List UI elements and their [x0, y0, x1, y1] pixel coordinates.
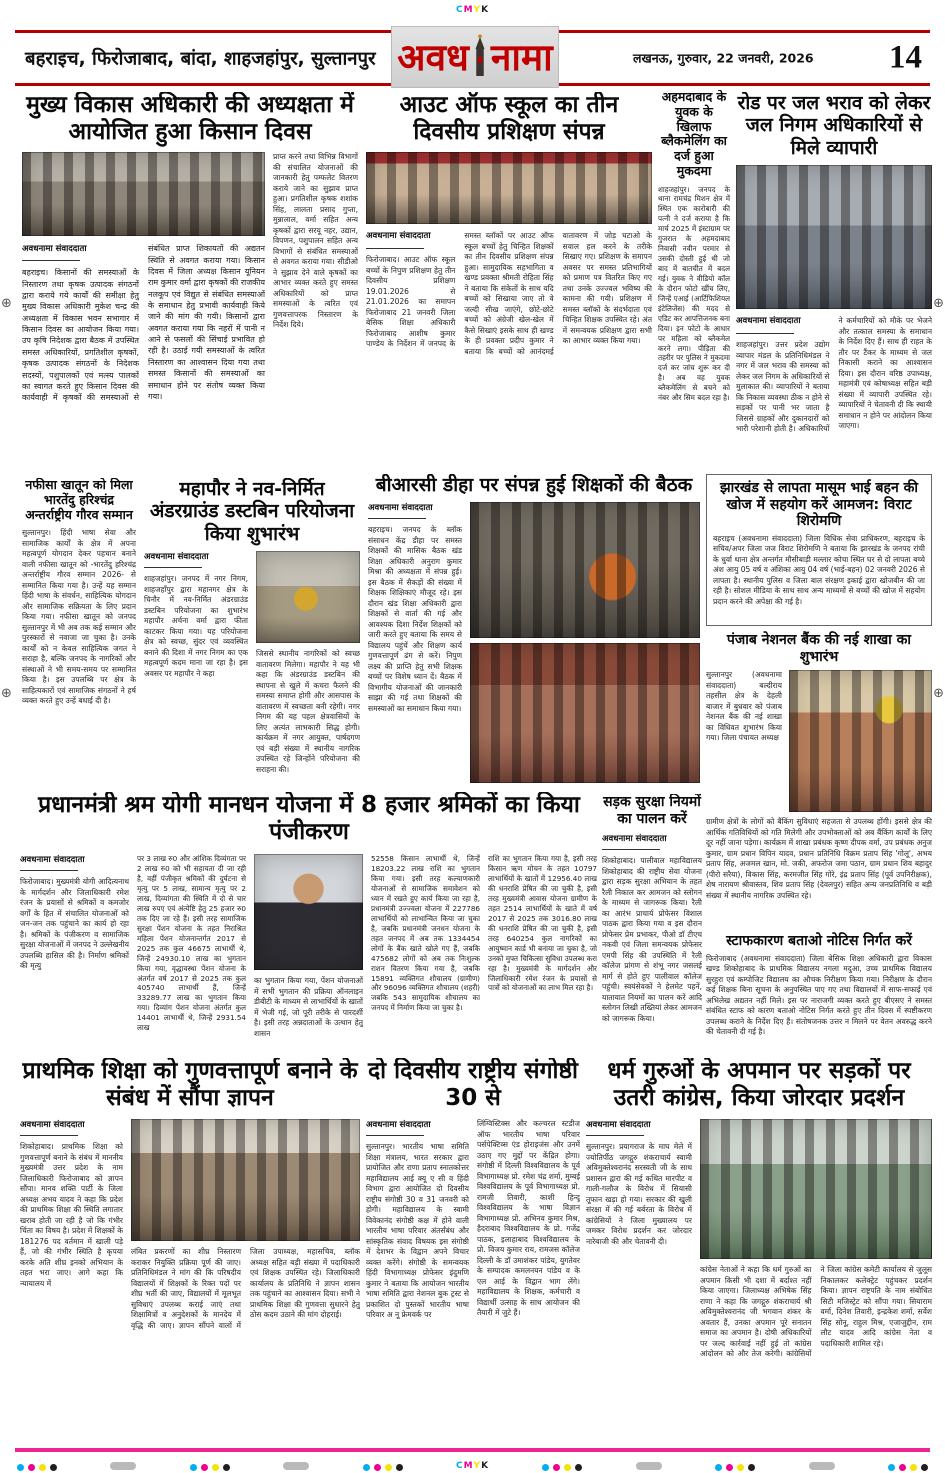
registration-strip [15, 1456, 930, 1473]
cmyk-dots [540, 1456, 584, 1473]
cmyk-dots [188, 1456, 232, 1473]
grey-bar [110, 1462, 136, 1470]
byline: अवधनामा संवाददाता [20, 1119, 123, 1136]
article-body: सुल्तानपुर। हिंदी भाषा सेवा और सामाजिक कार्यों के क्षेत्र में अपना महत्वपूर्ण योगदान देकर पहचान बनाने वाली नफीसा खातून को -भारतेंदु हरिश्चंद्र अन्तर्राष्ट्रीय गौरव सम्मान 2026- से सम्मानित किया गया है। उन्हें यह सम्मान हिंदी भाषा के संवर्धन, साहित्यिक योगदान और सामाजिक सक्रियता के लिए प्रदान किया गया। नफीसा खातून को जनपद सुल्तानपुर में भी अब तक कई सम्मान और पुरस्कारों से नवाजा जा चुका है। उनके कार्यों को न केवल साहित्यिक जगत ने सराहा है, बल्कि जनपद के नागरिकों और संस्थाओं ने भी समय-समय पर सम्मानित किया है। इस उपलब्धि पर क्षेत्र के साहित्यकारों एवं सामाजिक संगठनों ने हर्ष व्यक्त करते हुए उन्हें बधाई दी है। [22, 528, 136, 706]
cmyk-dots [886, 1456, 930, 1473]
photo-traders-street [736, 165, 932, 309]
photo-excavator-dustbin [256, 551, 360, 643]
byline: अवधनामा संवाददाता [602, 833, 702, 850]
logo-word-left: अवध [397, 35, 469, 79]
masthead [15, 30, 930, 86]
article-kisan-diwas [22, 92, 358, 468]
byline: अवधनामा संवाददाता [368, 502, 462, 519]
article-blackmail-case [658, 90, 730, 468]
registration-mark: ⊕ [933, 686, 944, 701]
article-body: बहराइच (अवधनामा संवाददाता) जिला विधिक सेवा प्राधिकरण, बहराइच के सचिव/अपर जिला जज विराट शिरोमणि ने बताया कि झारखंड के जनपद रांची के धुर्वा थाना क्षेत्र अन्तर्गत मौसीबाड़ी मल्लार कोचा स्थित घर से दो लापता बच्चे अंश आयु 05 वर्ष व अंशिका आयु 04 वर्ष (भाई-बहन) 02 जनवरी 2026 से लापता है। स्थानीय पुलिस व जिला बाल संरक्षण इकाई द्वारा खोजबीन की जा रही है। सोशल मीडिया के साथ साथ अन्य माध्यमों से बच्चों की खोज में सहयोग प्रदान करने की अपेक्षा की गई है। [713, 533, 925, 606]
headline: बीआरसी डीहा पर संपन्न हुई शिक्षकों की बैठक [375, 474, 693, 496]
registration-mark: ⊕ [933, 296, 944, 311]
article-body: शाहजहांपुर। उत्तर प्रदेश उद्योग व्यापार मंडल के प्रतिनिधिमंडल ने नगर में जल भराव की समस्या को लेकर जल निगम के अधिकारियों से मुलाकात की। व्यापारियों ने बताया कि निकास व्यवस्था ठीक न होने से सड़कों पर पानी भर जाता है जिससे ग्राहकों और दुकानदारों को भारी परेशानी होती है। अधिकारियों ने कर्मचारियों को मौके पर भेजने और तत्काल समस्या के समाधान के निर्देश दिए हैं। साथ ही राहत के तौर पर टैंकर के माध्यम से जल निकासी कराने का आश्वासन दिया। इस दौरान वरिष्ठ उपाध्यक्ष, महामंत्री एवं कोषाध्यक्ष सहित बड़ी संख्या में व्यापारी उपस्थित रहे। व्यापारियों ने चेतावनी दी कि स्थायी समाधान न होने पर आंदोलन किया जाएगा। [736, 316, 932, 434]
grey-bar [636, 1462, 662, 1470]
cmyk-dots [361, 1456, 405, 1473]
article-columns-2-3: कांग्रेस नेताओं ने कहा कि धर्म गुरुओं का अपमान किसी भी दशा में बर्दाश्त नहीं किया जाएगा। जिलाध्यक्ष अभिषेक सिंह राणा ने कहा कि जगद्गुरु शंकराचार्य श्री अविमुक्तेश्वरानंद जी भगवान शंकर के अवतार हैं, उनका अपमान पूरे सनातन समाज का अपमान है। दोषी अधिकारियों पर जल्द कार्रवाई नहीं हुई तो कांग्रेस आंदोलन को और तेज करेगी। कांग्रेसियों ने जिला कांग्रेस कमेटी कार्यालय से जुलूस निकालकर कलेक्ट्रेट पहुंचकर प्रदर्शन किया। ज्ञापन राष्ट्रपति के नाम संबोधित सिटी मजिस्ट्रेट को सौंपा गया। सियाराम वर्मा, दिनेश तिवारी, इन्द्रकेश शर्मा, सर्वेश सिंह सोनू, राहुल मिश्र, एजाजुद्दीन, राम लौट यादव आदि कांग्रेस नेता व पदाधिकारी शामिल रहे। [700, 1265, 932, 1359]
article-body: शिकोहाबाद। पालीवाल महाविद्यालय शिकोहाबाद की राष्ट्रीय सेवा योजना द्वारा सड़क सुरक्षा अभियान के तहत रैली निकाल कर आमजन को स्लोगन के माध्यम से जागरूक किया। रैली का आरंभ प्राचार्य प्रोफेसर विशाल पाठक द्वारा किया गया व इस दौरान प्रोफेसर प्रेम प्रभाकर, पीओ डॉ टीएच नकवी एवं जिला समन्वयक प्रोफेसर एमपी सिंह की उपस्थिति में रैली कॉलेज प्रांगण से शंभू नगर जसलई मार्ग से होते हुए पालीवाल कॉलेज पहुंची। स्वयंसेवकों ने हेलमेट पहनें, यातायात नियमों का पालन करें आदि स्लोगन लिखी तख्तियां लेकर आमजन को जागरूक किया। [602, 856, 702, 1023]
headline: रोड पर जल भराव को लेकर जल निगम अधिकारियों से मिले व्यापारी [737, 92, 931, 159]
photo-training-group [366, 152, 652, 224]
headline: आउट ऑफ स्कूल का तीन दिवसीय प्रशिक्षण संपन्न [399, 92, 619, 146]
page-number: 14 [889, 39, 922, 76]
article-sangoshthi [366, 1058, 580, 1446]
cmyk-dots [713, 1456, 757, 1473]
article-pm-shram-yogi [20, 792, 598, 1054]
photo-teachers-audience [470, 643, 700, 783]
headline: अहमदाबाद के युवक के खिलाफ ब्लैकमेलिंग का दर्ज हुआ मुकदमा [661, 90, 727, 178]
article-column-2: पर 3 लाख रु0 और आंशिक दिव्यंगता पर 2 लाख रु0 को भी सहायता दी जा रही है, वहीं पंजीकृत श्रमिकों की दुर्घटना से मृत्यु पर 5 लाख, सामान्य मृत्यु पर 2 लाख, दिव्यांगता की स्थिति में दो से चार लाख रुपए एवं अंत्येष्टि हेतु 25 हजार रु0 तक दिए जा रहे हैं। इसी तरह सामाजिक सुरक्षा पेंशन योजना के तहत निराश्रित महिला पेंशन योजनान्तर्गत 2017 से 2025 तक कुल 46675 लाभार्थी थे, जिन्हें 24930.10 लाख का भुगतान किया गया, वृद्धावस्था पेंशन योजना के अंतर्गत वर्ष 2017 से 2025 तक कुल 405740 लाभार्थी हैं, जिन्हें 33289.77 लाख का भुगतान किया गया। दिव्यांग पेंशन योजना अंतर्गत कुल 14401 लाभार्थी थे, जिन्हें 2931.54 लाख [137, 854, 246, 1033]
article-column-1: फिरोजाबाद। मुख्यमंत्री योगी आदित्यनाथ के मार्गदर्शन और जिलाधिकारी रमेश रंजन के प्रयासों से श्रमिकों व कमजोर वर्गों के हित में संचालित योजनाओं को जन-जन तक पहुंचाने का कार्य हो रहा है। श्रमिकों के पंजीकरण व सामाजिक सुरक्षा योजनाओं में जनपद ने उल्लेखनीय उपलब्धि हासिल की है। निर्माण श्रमिकों की मृत्यु [20, 877, 129, 971]
article-body: फिरोजाबाद। आउट ऑफ स्कूल बच्चों के निपुण प्रशिक्षण हेतु तीन दिवसीय प्रशिक्षण 19.01.2026 से 21.01.2026 का समापन फिरोजाबाद 21 जनवरी जिला बेसिक शिक्षा अधिकारी फिरोजाबाद आशीष कुमार पाण्डेय के निर्देशन में जनपद के समस्त ब्लॉकों पर आउट ऑफ स्कूल बच्चों हेतु चिन्हित शिक्षकों का तीन दिवसीय प्रशिक्षण संपन्न हुआ। सामुदायिक सहभागिता व खण्ड प्रवक्ता श्रीमती रोहिता सिंह ने बताया कि संकेतों के साथ यदि बच्चों को सिखाया जाए तो वे जल्दी सीख जाएंगे, छोटे-छोटे बच्चों को अंग्रेजी खेल-खेल में कैसे सिखाएं इसके साथ ही खण्ड के ही प्रवक्ता प्रदीप कुमार ने बताया कि बच्चों को आनंदमई वातावरण में जोड़ घटाओ के सवाल हल करने के तरीके सिखाए गए। प्रशिक्षण के समापन अवसर पर समस्त प्रतिभागियों को प्रमाण पत्र वितरित किए गए तथा उनके उज्ज्वल भविष्य की कामना की गयी। प्रशिक्षण में समस्त ब्लॉकों के संदर्भदाता एवं चिन्हित शिक्षक उपस्थित रहे। अंत में समन्वयक प्रशिक्षण द्वारा सभी का आभार व्यक्त किया गया। [366, 231, 652, 356]
cmyk-dots [15, 1456, 59, 1473]
headline: नफीसा खातून को मिला भारतेंदु हरिश्चंद्र अन्तर्राष्ट्रीय गौरव सम्मान [25, 478, 133, 522]
cmyk-label-bottom: CMYK [455, 1460, 490, 1471]
registration-mark: ⊕ [1, 686, 12, 701]
article-column-4: 52558 किसान लाभार्थी थे, जिन्हें 18203.22 लाख राशि का भुगतान किया गया। इसी तरह कल्याणकारी योजनाओं से सामाजिक समावेशन को ध्यान में रखते हुए कार्य किया जा रहा है, प्रधानमंत्री उज्ज्वला योजना में 227786 लाभार्थियों को लाभान्वित किया जा चुका है, जबकि प्रधानमंत्री जनधन योजना के तहत जनपद में अब तक 1334454 लोगों के बैंक खाते खोले गए हैं, जबकि 475682 लोगों को अब तक निःशुल्क राशन वितरण किया गया है, जबकि 15891 व्यक्तिगत शौचालय (ग्रामीण) और 96096 व्यक्तिगत शौचालय (शहरी) जबकि 543 सामुदायिक शौचालय का जनपद में निर्माण किया जा चुका है। [371, 854, 480, 1013]
article-column-2: लिंग्विस्टिक्स और कल्चरल स्टडीज ऑफ भारतीय भाषा परिवार पर्सपेक्टिव्स एंड होराइजंस और उनमें उठाए गए मुद्दों पर केंद्रित होगा। संगोष्ठी में दिल्ली विश्वविद्यालय के पूर्व विभागाध्यक्ष प्रो. रमेश चंद्र शर्मा, मुम्बई विश्वविद्यालय के पूर्व विभागाध्यक्ष प्रो. रामजी तिवारी, काशी हिन्दू विश्वविद्यालय के भाषा विज्ञान विभागाध्यक्ष प्रो. अभिनव कुमार मिश्र, हैदराबाद विश्वविद्यालय के प्रो. गजेंद्र पाठक, इलाहाबाद विश्वविद्यालय के प्रो. विजय कुमार राय, रामजस कॉलेज दिल्ली के डॉ उमाशंकर पांडेय, युगतेवर के सम्पादक कमलनयन पांडेय व के एल आई के विद्वान भाग लेंगे। महाविद्यालय के शिक्षक, कर्मचारी व विद्यार्थी उत्साह के साथ आयोजन की तैयारी में जुटे हैं। [477, 1119, 580, 1318]
headline: झारखंड से लापता मासूम भाई बहन की खोज में सहयोग करें आमजन: विराट शिरोमणि [719, 480, 918, 530]
bottom-rule [15, 1448, 930, 1452]
article-column-2: जिससे स्थानीय नागरिकों को स्वच्छ वातावरण मिलेगा। महापौर ने यह भी कहा कि अंडरग्राउंड डस्टबिन की स्थापना से खुले में कचरा फैलने की समस्या समाप्त होगी और आसपास के वातावरण में स्वच्छता बनी रहेगी। नगर निगम की यह पहल क्षेत्रवासियों के लिए अत्यंत लाभकारी सिद्ध होगी। कार्यक्रम में नगर आयुक्त, पार्षदगण एवं बड़ी संख्या में स्थानीय नागरिक उपस्थित रहे जिन्होंने परियोजना की सराहना की। [256, 649, 360, 774]
registration-mark: ⊕ [1, 296, 12, 311]
dateline: लखनऊ, गुरुवार, 22 जनवरी, 2026 [633, 50, 814, 66]
article-column-1: सुल्तानपुर। भारतीय भाषा समिति शिक्षा मंत्रालय, भारत सरकार द्वारा प्रायोजित और राणा प्रताप स्नातकोत्तर महाविद्यालय आई क्यू ए सी व हिंदी विभाग द्वारा आयोजित दो दिवसीय राष्ट्रीय संगोष्ठी 30 व 31 जनवरी को होगी। महाविद्यालय के स्वामी विवेकानंद संगोष्ठी कक्ष में होने वाली भारतीय भाषा परिवार अंतर्संबंध और सांस्कृतिक संवाद विषयक इस संगोष्ठी में देशभर के विद्वान अपने विचार व्यक्त करेंगे। संगोष्ठी के समन्वयक हिंदी विभागाध्यक्ष प्रोफेसर इंदुमणि कुमार ने बताया कि आयोजन भारतीय भाषा समिति द्वारा नेशनल बुक ट्रस्ट से प्रकाशित दो पुस्तकों भारतीय भाषा परिवार अ नू फ्रेमवर्क पर [366, 1142, 469, 1320]
headline: पंजाब नेशनल बैंक की नई शाखा का शुभारंभ [726, 632, 912, 665]
article-staff-notice [706, 933, 932, 1054]
headline: प्राथमिक शिक्षा को गुणवत्तापूर्ण बनाने के संबंध में सौंपा ज्ञापन [22, 1058, 358, 1112]
photo-official-portrait [254, 854, 363, 970]
article-continuation: ग्रामीण क्षेत्रों के लोगों को बैंकिंग सुविधाएं सहजता से उपलब्ध होंगी। इससे क्षेत्र की आर्थिक गतिविधियों को गति मिलेगी और उपभोक्ताओं को अब बैंकिंग कार्यों के लिए दूर नहीं जाना पड़ेगा। कार्यक्रम में शाखा प्रबंधक कृष्ण दीपक वर्मा, उप प्रबंधक अनुज कुमार, ग्राम प्रधान विपिन यादव, प्रधान प्रतिनिधि विक्रम प्रताप सिंह 'गोलू', अभय प्रताप सिंह, अजमल खान, मो. जकी, अफरोज जमा पठान, ग्राम प्रधान शिव बहादुर (पीरो सरैया), विकास सिंह, करमजीत सिंह गोरे, इंद्र प्रताप सिंह (पूर्व उपनिरीक्षक), शेष नारायण श्रीवास्तव, शिव प्रताप सिंह (देवलपुर) सहित अन्य जनप्रतिनिधि व बड़ी संख्या में स्थानीय नागरिक उपस्थित रहे। [706, 817, 932, 900]
byline: अवधनामा संवाददाता [366, 1119, 469, 1136]
article-body: फिरोजाबाद (अवधनामा संवाददाता) जिला बेसिक शिक्षा अधिकारी द्वारा विकास खण्ड शिकोहाबाद के प्राथमिक विद्यालय नगला मदुआ, उच्च प्राथमिक विद्यालय सुरहुरा एवं कम्पोजिट विद्यालय का औचक निरीक्षण किया गया। निरीक्षण के दौरान कई शिक्षक बिना सूचना के अनुपस्थित पाए गए तथा विद्यालयों में साफ-सफाई एवं अभिलेख अद्यतन नहीं मिले। इस पर नाराजगी व्यक्त करते हुए बीएसए ने समस्त संबंधित स्टाफ को कारण बताओ नोटिस निर्गत करते हुए तीन दिवस में स्पष्टीकरण उपलब्ध कराने के निर्देश दिए हैं। संतोषजनक उत्तर न मिलने पर वेतन अवरुद्ध करने की चेतावनी दी गई है। [706, 953, 932, 1037]
byline: अवधनामा संवाददाता [22, 243, 139, 261]
right-column-stack [706, 474, 932, 1054]
photo-memorandum-group [131, 1119, 360, 1241]
byline: अवधनामा संवाददाता [586, 1119, 692, 1136]
article-pnb-branch [706, 632, 932, 929]
photo-kisan-diwas-meeting [22, 152, 265, 236]
edition-districts: बहराइच, फिरोजाबाद, बांदा, शाहजहांपुर, सुल्तानपुर [25, 48, 376, 70]
article-column-5: राशि का भुगतान किया गया है, इसी तरह किसान ऋण मोचन के तहत 10797 लाभार्थियों के खातों में 12956.40 लाख की धनराशि प्रेषित की जा चुकी है, इसी तरह मुख्यमंत्री आवास योजना ग्रामीण के तहत 2514 लाभार्थियों के खाते में वर्ष 2017 से 2025 तक 3016.80 लाख की धनराशि प्रेषित की जा चुकी है, इसी तरह 640254 कुल नागरिकों का आयुष्मान कार्ड भी बनाया जा चुका है, जो उनको मुफ्त चिकित्सा सुविधा उपलब्ध करा रहा है। मुख्यमंत्री के मार्गदर्शन और जिलाधिकारी रमेश रंजन के प्रयासों से पात्रों को योजनाओं का लाभ मिल रहा है। [488, 854, 597, 993]
photo-officer-speaking [470, 502, 700, 638]
article-body: शाहजहांपुर। जनपद के थाना रामचंद्र मिशन क्षेत्र में स्थित एक कारोबारी की पत्नी ने दर्ज कराया है कि मार्च 2025 में इंस्टाग्राम पर गुजरात के अहमदाबाद निवासी नवीन परमार से उसकी दोस्ती हुई थी जो बाद में बातचीत में बदल गई। युवक ने वीडियो कॉल के दौरान फोटो खींच लिए, जिन्हें एआई (आर्टिफिशियल इंटेलिजेंस) की मदद से एडिट कर आपत्तिजनक बना दिया। इन फोटो के आधार पर महिला को ब्लैकमेल करने लगा। पीड़िता की तहरीर पर पुलिस ने मुकदमा दर्ज कर जांच शुरू कर दी है। अब वह युवक ब्लैकमेलिंग से बचने को नंबर और सिम बदल रहा है। [658, 184, 730, 403]
headline: स्टाफकारण बताओ नोटिस निर्गत करें [726, 933, 912, 950]
article-column-3: का भुगतान किया गया, पेंशन योजनाओं में सभी भुगतान की प्रक्रिया ऑनलाइन डीबीटी के माध्यम से लाभार्थियों के खातों में भेजी गई, जो पूरी तरीके से पारदर्शी है। इसी तरह अन्नदाताओं के उत्थान हेतु शासन [254, 976, 363, 1038]
photo-congress-rally [700, 1119, 932, 1259]
article-column-1: शिकोहाबाद। प्राथमिक शिक्षा को गुणवत्तापूर्ण बनाने के संबंध में माननीय मुख्यमंत्री उत्तर प्रदेश के नाम जिलाधिकारी फिरोजाबाद को ज्ञापन सौंपा। मानव शक्ति पार्टी के जिला अध्यक्ष अभय यादव ने कहा कि प्रदेश की प्राथमिक शिक्षा की स्थिति लगातार खराब होती जा रही है जो कि गंभीर चिंता का विषय है। प्रदेश में शिक्षकों के 181276 पद वर्तमान में खाली पड़े हैं, जो की गंभीर स्थिति है कृपया करके अति शीघ्र इनको अभियान के तहत भरा जाए। आगे कहा कि न्यायालय में [20, 1142, 123, 1288]
grey-bar [283, 1462, 309, 1470]
logo-word-right: नामा [490, 35, 553, 79]
headline: दो दिवसीय राष्ट्रीय संगोष्ठी 30 से [367, 1058, 579, 1112]
article-body: बहराइच। जनपद के ब्लॉक संसाधन केंद्र डीहा पर समस्त शिक्षकों की मासिक बैठक खंड शिक्षा अधिकारी अनुराग कुमार मिश्रा की अध्यक्षता में संपन्न हुई। इस बैठक में सैकड़ों की संख्या में शिक्षक शिक्षिकाएं मौजूद रहे। इस दौरान खंड शिक्षा अधिकारी द्वारा शिक्षकों से वार्ता की गई और आवश्यक दिशा निर्देश शिक्षकों को जारी करते हुए बताया कि समय से विद्यालय पहुंचें और शिक्षण कार्य गुणवत्तापूर्ण ढंग से करें। निपुण लक्ष्य की प्राप्ति हेतु सभी शिक्षक बच्चों पर विशेष ध्यान दें। बैठक में विभागीय योजनाओं की जानकारी साझा की गई तथा शिक्षकों की समस्याओं का समाधान किया गया। [368, 525, 462, 713]
article-out-of-school [366, 92, 652, 468]
byline: अवधनामा संवाददाता [366, 231, 455, 249]
article-columns-2-3: लंबित प्रकरणों का शीघ्र निस्तारण कराकर नियुक्ति प्रक्रिया पूर्ण की जाए। प्रतिनिधिमंडल ने मांग की कि परिषदीय विद्यालयों में शिक्षकों के रिक्त पदों पर शीघ्र भर्ती की जाए, विद्यालयों में मूलभूत सुविधाएं उपलब्ध कराई जाएं तथा शिक्षामित्रों व अनुदेशकों के मानदेय में वृद्धि की जाए। ज्ञापन सौंपने वालों में जिला उपाध्यक्ष, महासचिव, ब्लॉक अध्यक्ष सहित बड़ी संख्या में पदाधिकारी एवं शिक्षक उपस्थित रहे। जिलाधिकारी कार्यालय के प्रतिनिधि ने ज्ञापन शासन तक पहुंचाने का आश्वासन दिया। सभी ने प्राथमिक शिक्षा की गुणवत्ता सुधारने हेतु ठोस कदम उठाने की मांग दोहराई। [131, 1247, 360, 1330]
byline: अवधनामा संवाददाता [20, 854, 129, 871]
grey-bar [809, 1462, 835, 1470]
article-body: बहराइच। किसानों की समस्याओं के निस्तारण तथा कृषक उत्पादक संगठनों द्वारा कराये गये कार्यों की समीक्षा हेतु मुख्य विकास अधिकारी मुकेश चन्द्र की अध्यक्षता में विकास भवन सभागार में किसान दिवस का आयोजन किया गया। उप कृषि निदेशक द्वारा बैठक में उपस्थित समस्त अधिकारियों, प्रगतिशील कृषकों, कृषक उत्पादक संगठनों के निदेशक सदस्यों, पशुपालकों एवं मत्स्य पालकों का स्वागत करते हुए किसान दिवस की कार्यवाही में कृषकों की समस्याओं से संबंधित प्राप्त शिकायतों की अद्यतन स्थिति से अवगत कराया गया। किसान दिवस में जिला अध्यक्ष किसान यूनियन राम कुमार वर्मा द्वारा कृषकों की राजकीय नलकूप एवं विद्युत से संबंधित समस्याओं के समाधान हेतु प्रभावी कार्यवाही किये जाने की मांग की गयी। किसानों द्वारा अवगत कराया गया कि नहरों में पानी न आने से फसलों की सिंचाई प्रभावित हो रही है। उठाई गयी समस्याओं के त्वरित निस्तारण का आश्वासन दिया गया तथा समस्त किसानों की समस्याओं का समाधान होने पर संतोष व्यक्त किया गया। [22, 244, 265, 403]
article-nafisa-samman [22, 478, 136, 788]
headline: मुख्य विकास अधिकारी की अध्यक्षता में आयोजित हुआ किसान दिवस [26, 92, 354, 146]
headline: प्रधानमंत्री श्रम योगी मानधन योजना में 8 हजार श्रमिकों का किया पंजीकरण [38, 792, 580, 846]
article-jal-bharav [736, 92, 932, 468]
article-brc-meeting [368, 474, 700, 788]
article-column-1: शाहजहांपुर। जनपद में नगर निगम, शाहजहाँपुर द्वारा महानगर क्षेत्र के चिनौर में नव-निर्मित अंडरग्राउंड डस्टबिन परियोजना का शुभारंभ महापौर अर्चना वर्मा द्वारा फीता काटकर किया गया। यह परियोजना क्षेत्र को स्वच्छ, सुंदर एवं व्यवस्थित बनाने की दिशा में नगर निगम का एक महत्वपूर्ण कदम माना जा रहा है। इस अवसर पर महापौर ने कहा [144, 574, 248, 678]
article-column-1: सुल्तानपुर। प्रयागराज के माघ मेले में ज्योतिर्पीठ जगद्गुरु शंकराचार्य स्वामी अविमुक्तेश्वरानंद सरस्वती जी के साथ प्रशासन द्वारा की गई कथित मारपीट व गाली-गलौज के विरोध में सियासी तूफान खड़ा हो गया। सरकार की खुली संरक्षा में की गई बर्बरता के विरोध में कांग्रेसियों ने जिला मुख्यालय पर जमकर विरोध प्रदर्शन कर जोरदार नारेबाजी की और चेतावनी दी। [586, 1142, 692, 1246]
article-sadak-suraksha [602, 794, 702, 1054]
article-mahapaur-dustbin [144, 478, 360, 788]
article-side-column: प्राप्त करने तथा विभिन्न विभागों की संचालित योजनाओं की जानकारी हेतु पम्फलेट वितरण कराये जाने का सुझाव प्राप्त हुआ। प्रगतिशील कृषक शशांक सिंह, लालता प्रसाद गुप्ता, मुन्नालाल, वर्मा सहित अन्य कृषकों द्वारा सरयू नहर, उद्यान, विपणन, पशुपालन सहित अन्य विभागों से संबंधित समस्याओं से अवगत कराया गया। सीडीओ ने सुझाव देने वाले कृषकों का आभार व्यक्त करते हुए समस्त अधिकारियों को प्राप्त समस्याओं के त्वरित एवं गुणवत्तापरक निस्तारण के निर्देश दिये। [273, 152, 358, 330]
photo-bank-ribbon-cutting [789, 670, 932, 812]
article-congress-protest [586, 1058, 932, 1446]
minaret-icon [471, 32, 489, 82]
newspaper-logo [392, 27, 558, 87]
article-prathmik-gyapan [20, 1058, 360, 1446]
article-jharkhand-missing [706, 474, 932, 626]
headline: महापौर ने नव-निर्मित अंडरग्राउंड डस्टबिन परियोजना किया शुभारंभ [149, 478, 355, 545]
cmyk-label-top: CMYK [455, 5, 490, 15]
headline: सड़क सुरक्षा नियमों का पालन करें [603, 794, 701, 827]
article-column-1: सुल्तानपुर (अवधनामा संवाददाता) बल्दीराय तहसील क्षेत्र के देहली बाजार में बुधवार को पंजाब नेशनल बैंक की नई शाखा का विधिवत शुभारंभ किया गया। जिला पंचायत अध्यक्ष [706, 670, 782, 743]
byline: अवधनामा संवाददाता [736, 316, 830, 334]
byline: अवधनामा संवाददाता [144, 551, 248, 568]
headline: धर्म गुरुओं के अपमान पर सड़कों पर उतरी कांग्रेस, किया जोरदार प्रदर्शन [607, 1058, 911, 1112]
